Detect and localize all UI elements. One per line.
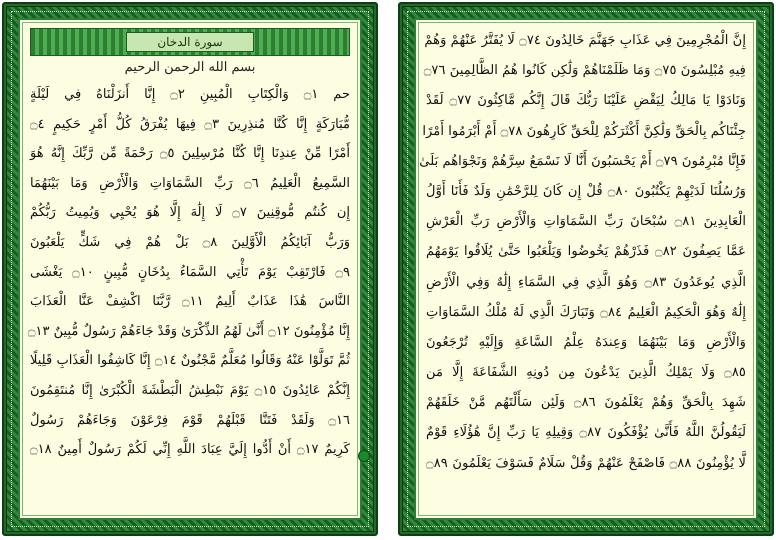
left-page-content: [414, 18, 758, 520]
text-line: إِنَّ الْمُجْرِمِينَ فِي عَذَابِ جَهَنَّمَ خَالِدُونَ ۝٧٤ لَا يُفَتَّرُ عَنْهُمْ وَهُمْ: [424, 33, 746, 48]
left-page-lines: [416, 20, 756, 479]
text-line: إِنَّا مُؤْمِنُونَ ۝١٢ أَنَّىٰ لَهُمُ الذِّكْرَىٰ وَقَدْ جَاءَهُمْ رَسُولٌ مُّبِينٌ ۝١٣: [27, 323, 350, 339]
text-line: ۝٨٥ وَلَا يَمْلِكُ الَّذِينَ يَدْعُونَ مِن دُونِهِ الشَّفَاعَةَ إِلَّا مَن: [426, 365, 746, 381]
text-line: وَرُسُلُنَا لَدَيْهِمْ يَكْتُبُونَ ۝٨٠ قُلْ إِن كَانَ لِلرَّحْمَٰنِ وَلَدٌ فَأَنَا أَوَّلُ: [426, 183, 746, 199]
text-line: وَرَبُّ آبَائِكُمُ الْأَوَّلِينَ ۝٨ بَلْ هُمْ فِي شَكٍّ يَلْعَبُونَ: [30, 234, 350, 250]
text-line: الَّذِي يُوعَدُونَ ۝٨٣ وَهُوَ الَّذِي فِي السَّمَاءِ إِلَٰهٌ وَفِي الْأَرْضِ: [426, 274, 747, 290]
text-line: كَرِيمٌ ۝١٧ أَنْ أَدُّوا إِلَيَّ عِبَادَ اللَّهِ إِنِّي لَكُمْ رَسُولٌ أَمِينٌ ۝١٨: [30, 442, 350, 458]
text-line: ۝١٦ وَلَقَدْ فَتَنَّا قَبْلَهُمْ قَوْمَ فِرْعَوْنَ وَجَاءَهُمْ رَسُولٌ: [30, 412, 350, 428]
text-line: الْعَابِدِينَ ۝٨١ سُبْحَانَ رَبِّ السَّمَاوَاتِ وَالْأَرْضِ رَبِّ الْعَرْشِ: [426, 214, 747, 230]
text-line: مُّبَارَكَةٍ إِنَّا كُنَّا مُنذِرِينَ ۝٣ فِيهَا يُفْرَقُ كُلُّ أَمْرٍ حَكِيمٍ ۝٤: [30, 116, 350, 132]
text-line: جِئْنَاكُم بِالْحَقِّ وَلَٰكِنَّ أَكْثَرَكُمْ لِلْحَقِّ كَارِهُونَ ۝٧٨ أَمْ أَبْرَمُوا أَمْرًا: [422, 123, 746, 139]
text-line: عَمَّا يَصِفُونَ ۝٨٢ فَذَرْهُمْ يَخُوضُوا وَيَلْعَبُوا حَتَّىٰ يُلَاقُوا يَوْمَهُمُ: [426, 244, 747, 260]
text-line: ثُمَّ تَوَلَّوْا عَنْهُ وَقَالُوا مُعَلَّمٌ مَّجْنُونٌ ۝١٤ إِنَّا كَاشِفُوا الْعَذَابِ قَلِيلًا: [30, 353, 350, 369]
right-page-lines: [20, 80, 360, 465]
surah-header: [30, 28, 350, 56]
text-line: النَّاسَ هَٰذَا عَذَابٌ أَلِيمٌ ۝١١ رَّبَّنَا اكْشِفْ عَنَّا الْعَذَابَ: [30, 294, 350, 310]
text-line: وَالْأَرْضِ وَمَا بَيْنَهُمَا وَعِندَهُ عِلْمُ السَّاعَةِ وَإِلَيْهِ تُرْجَعُونَ: [426, 334, 746, 350]
left-page: [398, 2, 774, 536]
surah-title: سورة الدخان: [126, 32, 253, 52]
basmala: بسم الله الرحمن الرحيم: [124, 60, 256, 75]
text-line: لَّا يُؤْمِنُونَ ۝٨٨ فَاصْفَحْ عَنْهُمْ وَقُلْ سَلَامٌ فَسَوْفَ يَعْلَمُونَ ۝٨٩: [426, 455, 746, 471]
right-page-content: [18, 18, 362, 520]
text-line: شَهِدَ بِالْحَقِّ وَهُمْ يَعْلَمُونَ ۝٨٦ وَلَئِن سَأَلْتَهُم مَّنْ خَلَقَهُمْ: [426, 395, 746, 411]
text-line: فَإِنَّا مُبْرِمُونَ ۝٧٩ أَمْ يَحْسَبُونَ أَنَّا لَا نَسْمَعُ سِرَّهُمْ وَنَجْوَاهُم بَلَىٰ: [419, 153, 746, 169]
text-line: لَيَقُولُنَّ اللَّهُ فَأَنَّىٰ يُؤْفَكُونَ ۝٨٧ وَقِيلِهِ يَا رَبِّ إِنَّ هَٰؤُلَاءِ قَوْمٌ: [426, 425, 746, 441]
text-line: حم ۝١ وَالْكِتَابِ الْمُبِينِ ۝٢ إِنَّا أَنزَلْنَاهُ فِي لَيْلَةٍ: [30, 87, 350, 102]
text-line: فِيهِ مُبْلِسُونَ ۝٧٥ وَمَا ظَلَمْنَاهُمْ وَلَٰكِن كَانُوا هُمُ الظَّالِمِينَ ۝٧٦: [423, 63, 746, 79]
text-line: أَمْرًا مِّنْ عِندِنَا إِنَّا كُنَّا مُرْسِلِينَ ۝٥ رَحْمَةً مِّن رَّبِّكَ إِنَّهُ هُوَ: [30, 146, 350, 162]
text-line: إِنَّكُمْ عَائِدُونَ ۝١٥ يَوْمَ نَبْطِشُ الْبَطْشَةَ الْكُبْرَىٰ إِنَّا مُنتَقِمُونَ: [30, 382, 351, 398]
text-line: إِن كُنتُم مُّوقِنِينَ ۝٧ لَا إِلَٰهَ إِلَّا هُوَ يُحْيِي وَيُمِيتُ رَبُّكُمْ: [30, 205, 350, 221]
text-line: إِلَٰهٌ وَهُوَ الْحَكِيمُ الْعَلِيمُ ۝٨٤ وَتَبَارَكَ الَّذِي لَهُ مُلْكُ السَّمَاوَاتِ: [426, 304, 746, 320]
right-page: [2, 2, 378, 536]
text-line: السَّمِيعُ الْعَلِيمُ ۝٦ رَبِّ السَّمَاوَاتِ وَالْأَرْضِ وَمَا بَيْنَهُمَا: [30, 175, 351, 191]
text-line: ۝٩ فَارْتَقِبْ يَوْمَ تَأْتِي السَّمَاءُ بِدُخَانٍ مُّبِينٍ ۝١٠ يَغْشَى: [30, 264, 350, 280]
text-line: وَنَادَوْا يَا مَالِكُ لِيَقْضِ عَلَيْنَا رَبُّكَ قَالَ إِنَّكُم مَّاكِثُونَ ۝٧٧ لَقَدْ: [426, 93, 746, 109]
page-turn-dot-icon[interactable]: [358, 450, 370, 462]
